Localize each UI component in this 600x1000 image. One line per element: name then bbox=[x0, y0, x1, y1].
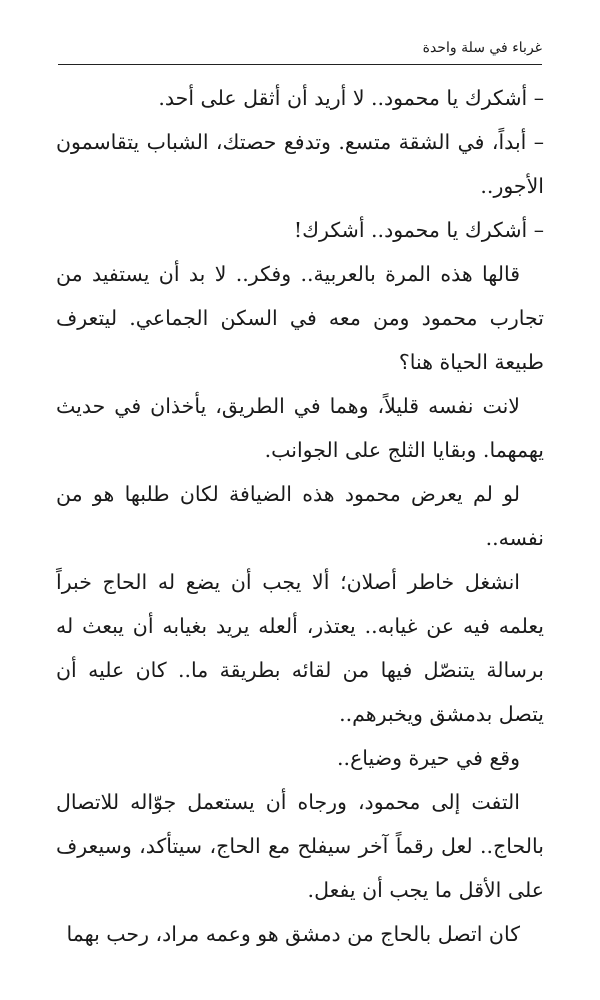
paragraph: كان اتصل بالحاج من دمشق هو وعمه مراد، رحب بهما bbox=[66, 922, 520, 946]
running-header bbox=[58, 34, 542, 65]
paragraph: لانت نفسه قليلاً، وهما في الطريق، يأخذان في حديث يهمهما. وبقايا الثلج على الجوانب. bbox=[56, 394, 544, 462]
dialogue-line: – أشكرك يا محمود.. لا أريد أن أثقل على أحد. bbox=[158, 86, 544, 110]
paragraph: التفت إلى محمود، ورجاه أن يستعمل جوّاله للاتصال بالحاج.. لعل رقماً آخر سيفلح مع الحاج، سيتأكد، وسيعرف على الأقل ما يجب أن يفعل. bbox=[56, 790, 544, 902]
paragraph: وقع في حيرة وضياع.. bbox=[337, 746, 520, 770]
paragraph: قالها هذه المرة بالعربية.. وفكر.. لا بد أن يستفيد من تجارب محمود ومن معه في السكن الجماعي. ليتعرف طبيعة الحياة هنا؟ bbox=[56, 262, 544, 374]
page-body bbox=[56, 76, 544, 956]
dialogue-line: – أبداً، في الشقة متسع. وتدفع حصتك، الشباب يتقاسمون الأجور.. bbox=[56, 130, 544, 198]
dialogue-line: – أشكرك يا محمود.. أشكرك! bbox=[293, 218, 544, 242]
running-title: غرباء في سلة واحدة bbox=[422, 40, 542, 56]
paragraph: انشغل خاطر أصلان؛ ألا يجب أن يضع له الحاج خبراً يعلمه فيه عن غيابه.. يعتذر، ألعله يريد بغيابه أن يبعث له برسالة يتنصّل فيها من لقائه بطريقة ما.. كان عليه أن يتصل بدمشق ويخبرهم.. bbox=[56, 570, 544, 726]
paragraph: لو لم يعرض محمود هذه الضيافة لكان طلبها هو من نفسه.. bbox=[56, 482, 544, 550]
